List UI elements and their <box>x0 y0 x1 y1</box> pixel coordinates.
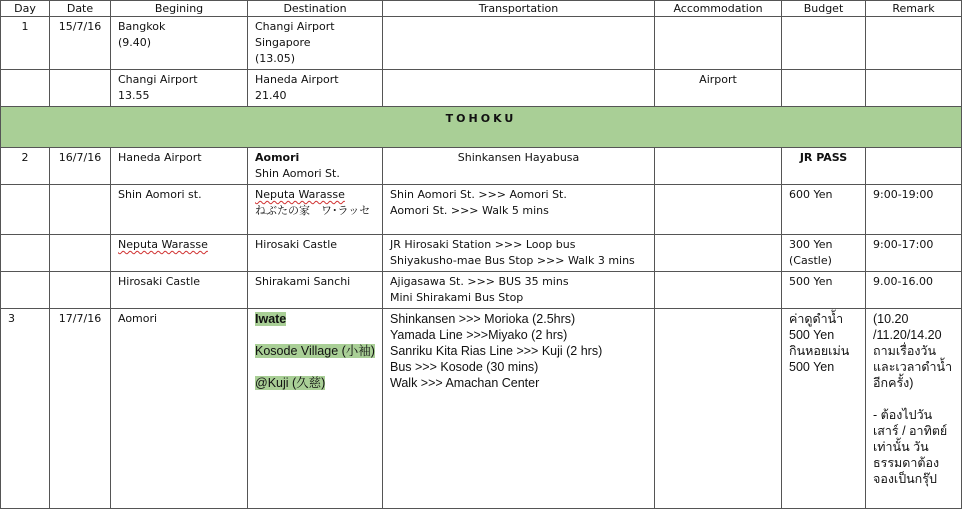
begin-text: Neputa Warasse <box>118 238 208 251</box>
dest-text: Neputa Warasse <box>255 188 345 201</box>
transport-cell <box>383 185 655 235</box>
table-row <box>1 185 962 235</box>
transport-line: Aomori St. >>> Walk 5 mins <box>390 204 549 217</box>
begin-cell <box>111 17 248 70</box>
begin-cell <box>111 235 248 272</box>
dest-line <box>255 311 375 327</box>
begin-line: Haneda Airport <box>118 151 202 164</box>
begin-line: (9.40) <box>118 36 152 49</box>
dest-highlight: Kosode Village (小袖) <box>255 344 375 358</box>
transport-line: Shin Aomori St. >>> Aomori St. <box>390 188 567 201</box>
accommodation-cell <box>655 17 782 70</box>
date-cell <box>50 185 111 235</box>
section-title: TOHOKU <box>1 107 962 148</box>
destination-cell <box>248 17 383 70</box>
transport-line: Mini Shirakami Bus Stop <box>390 291 524 304</box>
transport-line: Shiyakusho-mae Bus Stop >>> Walk 3 mins <box>390 254 635 267</box>
accommodation-cell <box>655 185 782 235</box>
table-row <box>1 148 962 185</box>
transport-cell <box>383 17 655 70</box>
table-row <box>1 309 962 509</box>
budget-line: กินหอยเม่น <box>789 344 850 358</box>
budget-line: JR PASS <box>799 151 848 164</box>
table-row <box>1 272 962 309</box>
remark-cell <box>866 17 962 70</box>
day-cell <box>1 70 50 107</box>
budget-line: 500 Yen <box>789 360 835 374</box>
begin-line: Changi Airport <box>118 73 198 86</box>
destination-cell <box>248 185 383 235</box>
destination-cell <box>248 309 383 509</box>
date-cell <box>50 70 111 107</box>
begin-cell <box>111 272 248 309</box>
begin-line: 13.55 <box>118 89 150 102</box>
accommodation-cell <box>655 309 782 509</box>
destination-cell <box>248 235 383 272</box>
transport-cell <box>383 235 655 272</box>
header-destination: Destination <box>248 1 383 17</box>
date-cell: 17/7/16 <box>50 309 111 509</box>
remark-cell <box>866 235 962 272</box>
budget-cell <box>782 272 866 309</box>
budget-cell <box>782 185 866 235</box>
header-accommodation: Accommodation <box>655 1 782 17</box>
spacer <box>255 359 375 375</box>
header-day: Day <box>1 1 50 17</box>
dest-line: Haneda Airport <box>255 73 339 86</box>
remark-line: - ต้องไปวัน <box>873 408 933 422</box>
remark-line: เสาร์ / อาทิตย์ <box>873 424 948 438</box>
day-cell <box>1 272 50 309</box>
begin-cell <box>111 70 248 107</box>
accommodation-cell <box>655 272 782 309</box>
remark-line: และเวลาดำน้ำ <box>873 360 953 374</box>
transport-line: JR Hirosaki Station >>> Loop bus <box>390 238 576 251</box>
begin-cell <box>111 309 248 509</box>
transport-line: Yamada Line >>>Miyako (2 hrs) <box>390 328 568 342</box>
transport-cell <box>383 272 655 309</box>
dest-line: (13.05) <box>255 52 296 65</box>
remark-line: (10.20 <box>873 312 909 326</box>
remark-cell <box>866 70 962 107</box>
day-cell: 2 <box>1 148 50 185</box>
budget-line: 600 Yen <box>789 188 833 201</box>
transport-cell <box>383 309 655 509</box>
transport-line: Walk >>> Amachan Center <box>390 376 540 390</box>
dest-highlight: @Kuji (久慈) <box>255 376 326 390</box>
begin-cell <box>111 185 248 235</box>
transport-line: Shinkansen Hayabusa <box>457 151 580 164</box>
date-cell: 16/7/16 <box>50 148 111 185</box>
section-row <box>1 107 962 148</box>
header-date: Date <box>50 1 111 17</box>
transport-line: Bus >>> Kosode (30 mins) <box>390 360 539 374</box>
day-cell: 3 <box>1 309 50 509</box>
table-row <box>1 70 962 107</box>
header-remark: Remark <box>866 1 962 17</box>
transport-line: Ajigasawa St. >>> BUS 35 mins <box>390 275 569 288</box>
header-transportation: Transportation <box>383 1 655 17</box>
budget-line: 300 Yen <box>789 238 833 251</box>
destination-cell <box>248 272 383 309</box>
begin-line: Bangkok <box>118 20 166 33</box>
dest-line: Aomori <box>255 151 300 164</box>
transport-line: Sanriku Kita Rias Line >>> Kuji (2 hrs) <box>390 344 603 358</box>
destination-cell <box>248 148 383 185</box>
budget-line: ค่าดูดำน้ำ <box>789 312 844 326</box>
begin-line: Aomori <box>118 312 158 325</box>
day-cell: 1 <box>1 17 50 70</box>
destination-cell <box>248 70 383 107</box>
dest-line: Changi Airport <box>255 20 335 33</box>
dest-line <box>255 343 375 359</box>
dest-line: Shin Aomori St. <box>255 167 340 180</box>
accommodation-cell: Airport <box>655 70 782 107</box>
dest-highlight: Iwate <box>255 312 287 326</box>
spacer <box>255 327 375 343</box>
dest-line: 21.40 <box>255 89 287 102</box>
remark-cell <box>866 148 962 185</box>
date-cell <box>50 235 111 272</box>
budget-line: 500 Yen <box>789 275 833 288</box>
dest-line: Singapore <box>255 36 311 49</box>
remark-line: 9:00-17:00 <box>873 238 934 251</box>
budget-cell <box>782 17 866 70</box>
day-cell <box>1 235 50 272</box>
table-row <box>1 235 962 272</box>
transport-cell <box>383 70 655 107</box>
budget-line: (Castle) <box>789 254 832 267</box>
budget-cell <box>782 148 866 185</box>
begin-cell <box>111 148 248 185</box>
spacer <box>873 391 954 407</box>
transport-line: Shinkansen >>> Morioka (2.5hrs) <box>390 312 576 326</box>
budget-cell <box>782 235 866 272</box>
dest-line: Shirakami Sanchi <box>255 275 351 288</box>
budget-cell <box>782 70 866 107</box>
remark-line: /11.20/14.20 <box>873 328 942 342</box>
date-cell: 15/7/16 <box>50 17 111 70</box>
remark-line: ธรรมดาต้อง <box>873 456 940 470</box>
header-budget: Budget <box>782 1 866 17</box>
budget-line: 500 Yen <box>789 328 835 342</box>
accommodation-cell <box>655 148 782 185</box>
begin-line <box>118 237 240 253</box>
date-cell <box>50 272 111 309</box>
dest-line <box>255 187 375 203</box>
remark-cell <box>866 309 962 509</box>
remark-cell <box>866 272 962 309</box>
begin-line: Hirosaki Castle <box>118 275 201 288</box>
header-begining: Begining <box>111 1 248 17</box>
header-row <box>1 1 962 17</box>
dest-line: Hirosaki Castle <box>255 238 338 251</box>
remark-line: 9:00-19:00 <box>873 188 934 201</box>
remark-line: อีกครั้ง) <box>873 376 914 390</box>
dest-line: ねぶたの家 ワ･ラッセ <box>255 204 371 217</box>
accommodation-cell <box>655 235 782 272</box>
dest-line <box>255 375 375 391</box>
remark-line: ถามเรื่องวัน <box>873 344 936 358</box>
begin-line: Shin Aomori st. <box>118 188 202 201</box>
remark-cell <box>866 185 962 235</box>
transport-cell <box>383 148 655 185</box>
day-cell <box>1 185 50 235</box>
budget-cell <box>782 309 866 509</box>
remark-line: 9.00-16.00 <box>873 275 933 288</box>
remark-line: เท่านั้น วัน <box>873 440 929 454</box>
remark-line: จองเป็นกรุ๊ป <box>873 472 937 486</box>
table-row <box>1 17 962 70</box>
